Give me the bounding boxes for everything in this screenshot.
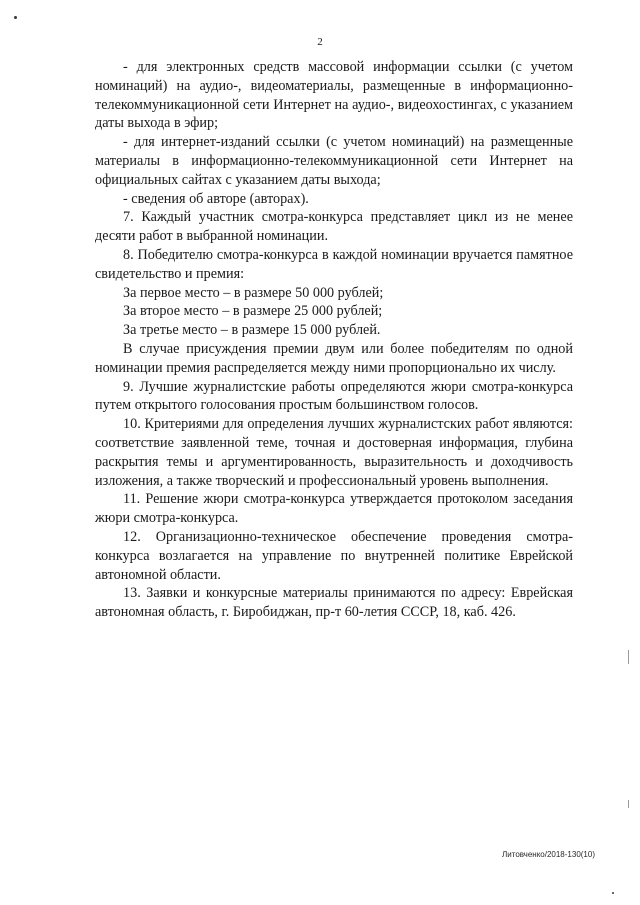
paragraph: 12. Организационно-техническое обеспечение проведения смотра-конкурса возлагается на управление по внутренней политике Еврейской автономной области. <box>95 528 573 583</box>
margin-mark <box>628 650 629 664</box>
document-body <box>95 58 573 622</box>
paragraph: 11. Решение жюри смотра-конкурса утверждается протоколом заседания жюри смотра-конкурса. <box>95 491 573 527</box>
prize-line: За второе место – в размере 25 000 рублей; <box>123 303 383 320</box>
scan-speck <box>612 892 614 894</box>
paragraph: 13. Заявки и конкурсные материалы принимаются по адресу: Еврейская автономная область, г. Биробиджан, пр-т 60-летия СССР, 18, каб. 426. <box>95 585 573 621</box>
paragraph: - для электронных средств массовой информации ссылки (с учетом номинаций) на аудио-, видеоматериалы, размещенные в информационно-телекоммуникационной сети Интернет на аудио-, видеохостингах, с указанием даты выхода в эфир; <box>95 59 573 132</box>
paragraph: 7. Каждый участник смотра-конкурса представляет цикл из не менее десяти работ в выбранной номинации. <box>95 209 573 245</box>
document-footer-code: Литовченко/2018-130(10) <box>502 850 595 859</box>
prize-line: За третье место – в размере 15 000 рублей. <box>123 322 381 339</box>
scan-speck <box>14 16 17 19</box>
paragraph: 8. Победителю смотра-конкурса в каждой номинации вручается памятное свидетельство и премия: <box>95 246 573 282</box>
prize-line: За первое место – в размере 50 000 рублей; <box>123 284 384 301</box>
paragraph: 9. Лучшие журналистские работы определяются жюри смотра-конкурса путем открытого голосования простым большинством голосов. <box>95 378 573 414</box>
paragraph: - для интернет-изданий ссылки (с учетом номинаций) на размещенные материалы в информационно-телекоммуникационной сети Интернет на официальных сайтах с указанием даты выхода; <box>95 134 573 188</box>
paragraph: - сведения об авторе (авторах). <box>123 190 309 207</box>
paragraph: 10. Критериями для определения лучших журналистских работ являются: соответствие заявленной теме, точная и достоверная информация, глубина раскрытия темы и аргументированность, выразительность и доходчивость изложения, а также творческий и профессиональный уровень выполнения. <box>95 416 573 489</box>
margin-mark <box>628 800 629 808</box>
page-number: 2 <box>317 36 323 48</box>
paragraph: В случае присуждения премии двум или более победителям по одной номинации премия распределяется между ними пропорционально их числу. <box>95 340 573 376</box>
